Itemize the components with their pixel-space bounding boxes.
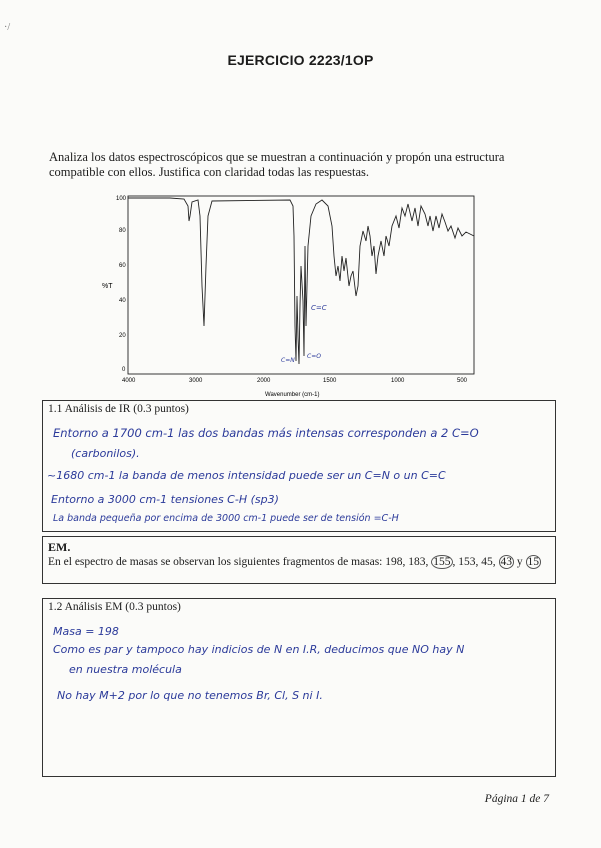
x-tick-3000: 3000: [189, 378, 203, 384]
em-answer-line-1: Masa = 198: [53, 625, 119, 638]
ir-answer-line-1: Entorno a 1700 cm-1 las dos bandas más intensas corresponden a 2 C=O: [53, 426, 479, 440]
annotation-c-c: C=C: [311, 304, 327, 312]
annotation-c-n: C=N: [281, 357, 295, 364]
ir-spectrum-figure: [100, 186, 485, 401]
exercise-title: EJERCICIO 2223/1OP: [227, 52, 374, 68]
ir-answer-line-3: ~1680 cm-1 la banda de menos intensidad puede ser un C=N o un C=C: [47, 469, 446, 482]
ir-analysis-box: [42, 400, 556, 532]
annotation-c-o: C=O: [307, 353, 321, 360]
em-circled-fragment-43: 43: [500, 556, 512, 568]
em-fragments-conjunction: y: [516, 556, 523, 568]
x-tick-1000: 1000: [391, 378, 405, 384]
em-answer-line-3: en nuestra molécula: [69, 663, 182, 676]
em-analysis-heading: 1.2 Análisis EM (0.3 puntos): [48, 601, 181, 613]
page-number: Página 1 de 7: [484, 793, 549, 805]
y-tick-80: 80: [119, 228, 126, 234]
em-answer-line-4: No hay M+2 por lo que no tenemos Br, Cl, S ni I.: [57, 689, 323, 702]
em-fragments-text-middle: , 153, 45,: [452, 556, 496, 568]
x-tick-4000: 4000: [122, 378, 136, 384]
y-tick-20: 20: [119, 333, 126, 339]
em-answer-line-2: Como es par y tampoco hay indicios de N en I.R, deducimos que NO hay N: [53, 643, 465, 656]
y-tick-40: 40: [119, 298, 126, 304]
plot-frame: [128, 196, 474, 374]
corner-mark: ·/: [4, 22, 11, 33]
ir-answer-line-2: (carbonilos).: [71, 447, 140, 460]
x-tick-1500: 1500: [323, 378, 337, 384]
em-data-box: [42, 536, 556, 584]
em-circled-fragment-155: 155: [433, 556, 451, 568]
x-tick-500: 500: [457, 378, 468, 384]
em-analysis-box: [42, 598, 556, 777]
y-axis-label: %T: [102, 283, 113, 290]
ir-spectrum-trace: [128, 198, 474, 364]
em-section-title: EM.: [48, 540, 71, 554]
y-tick-60: 60: [119, 263, 126, 269]
ir-answer-line-5: La banda pequeña por encima de 3000 cm-1 puede ser de tensión =C-H: [53, 513, 399, 524]
y-tick-0: 0: [122, 367, 126, 373]
y-tick-100: 100: [116, 196, 127, 202]
em-circled-fragment-15: 15: [527, 556, 539, 568]
ir-answer-line-4: Entorno a 3000 cm-1 tensiones C-H (sp3): [51, 493, 279, 506]
x-tick-2000: 2000: [257, 378, 271, 384]
x-axis-label: Wavenumber (cm-1): [265, 392, 320, 398]
ir-analysis-heading: 1.1 Análisis de IR (0.3 puntos): [48, 403, 189, 415]
em-fragments-text: En el espectro de masas se observan los siguientes fragmentos de masas: 198, 183,: [48, 556, 429, 568]
exercise-instructions: Analiza los datos espectroscópicos que se muestran a continuación y propón una estructura compatible con ellos. Justifica con claridad todas las respuestas.: [49, 150, 505, 179]
